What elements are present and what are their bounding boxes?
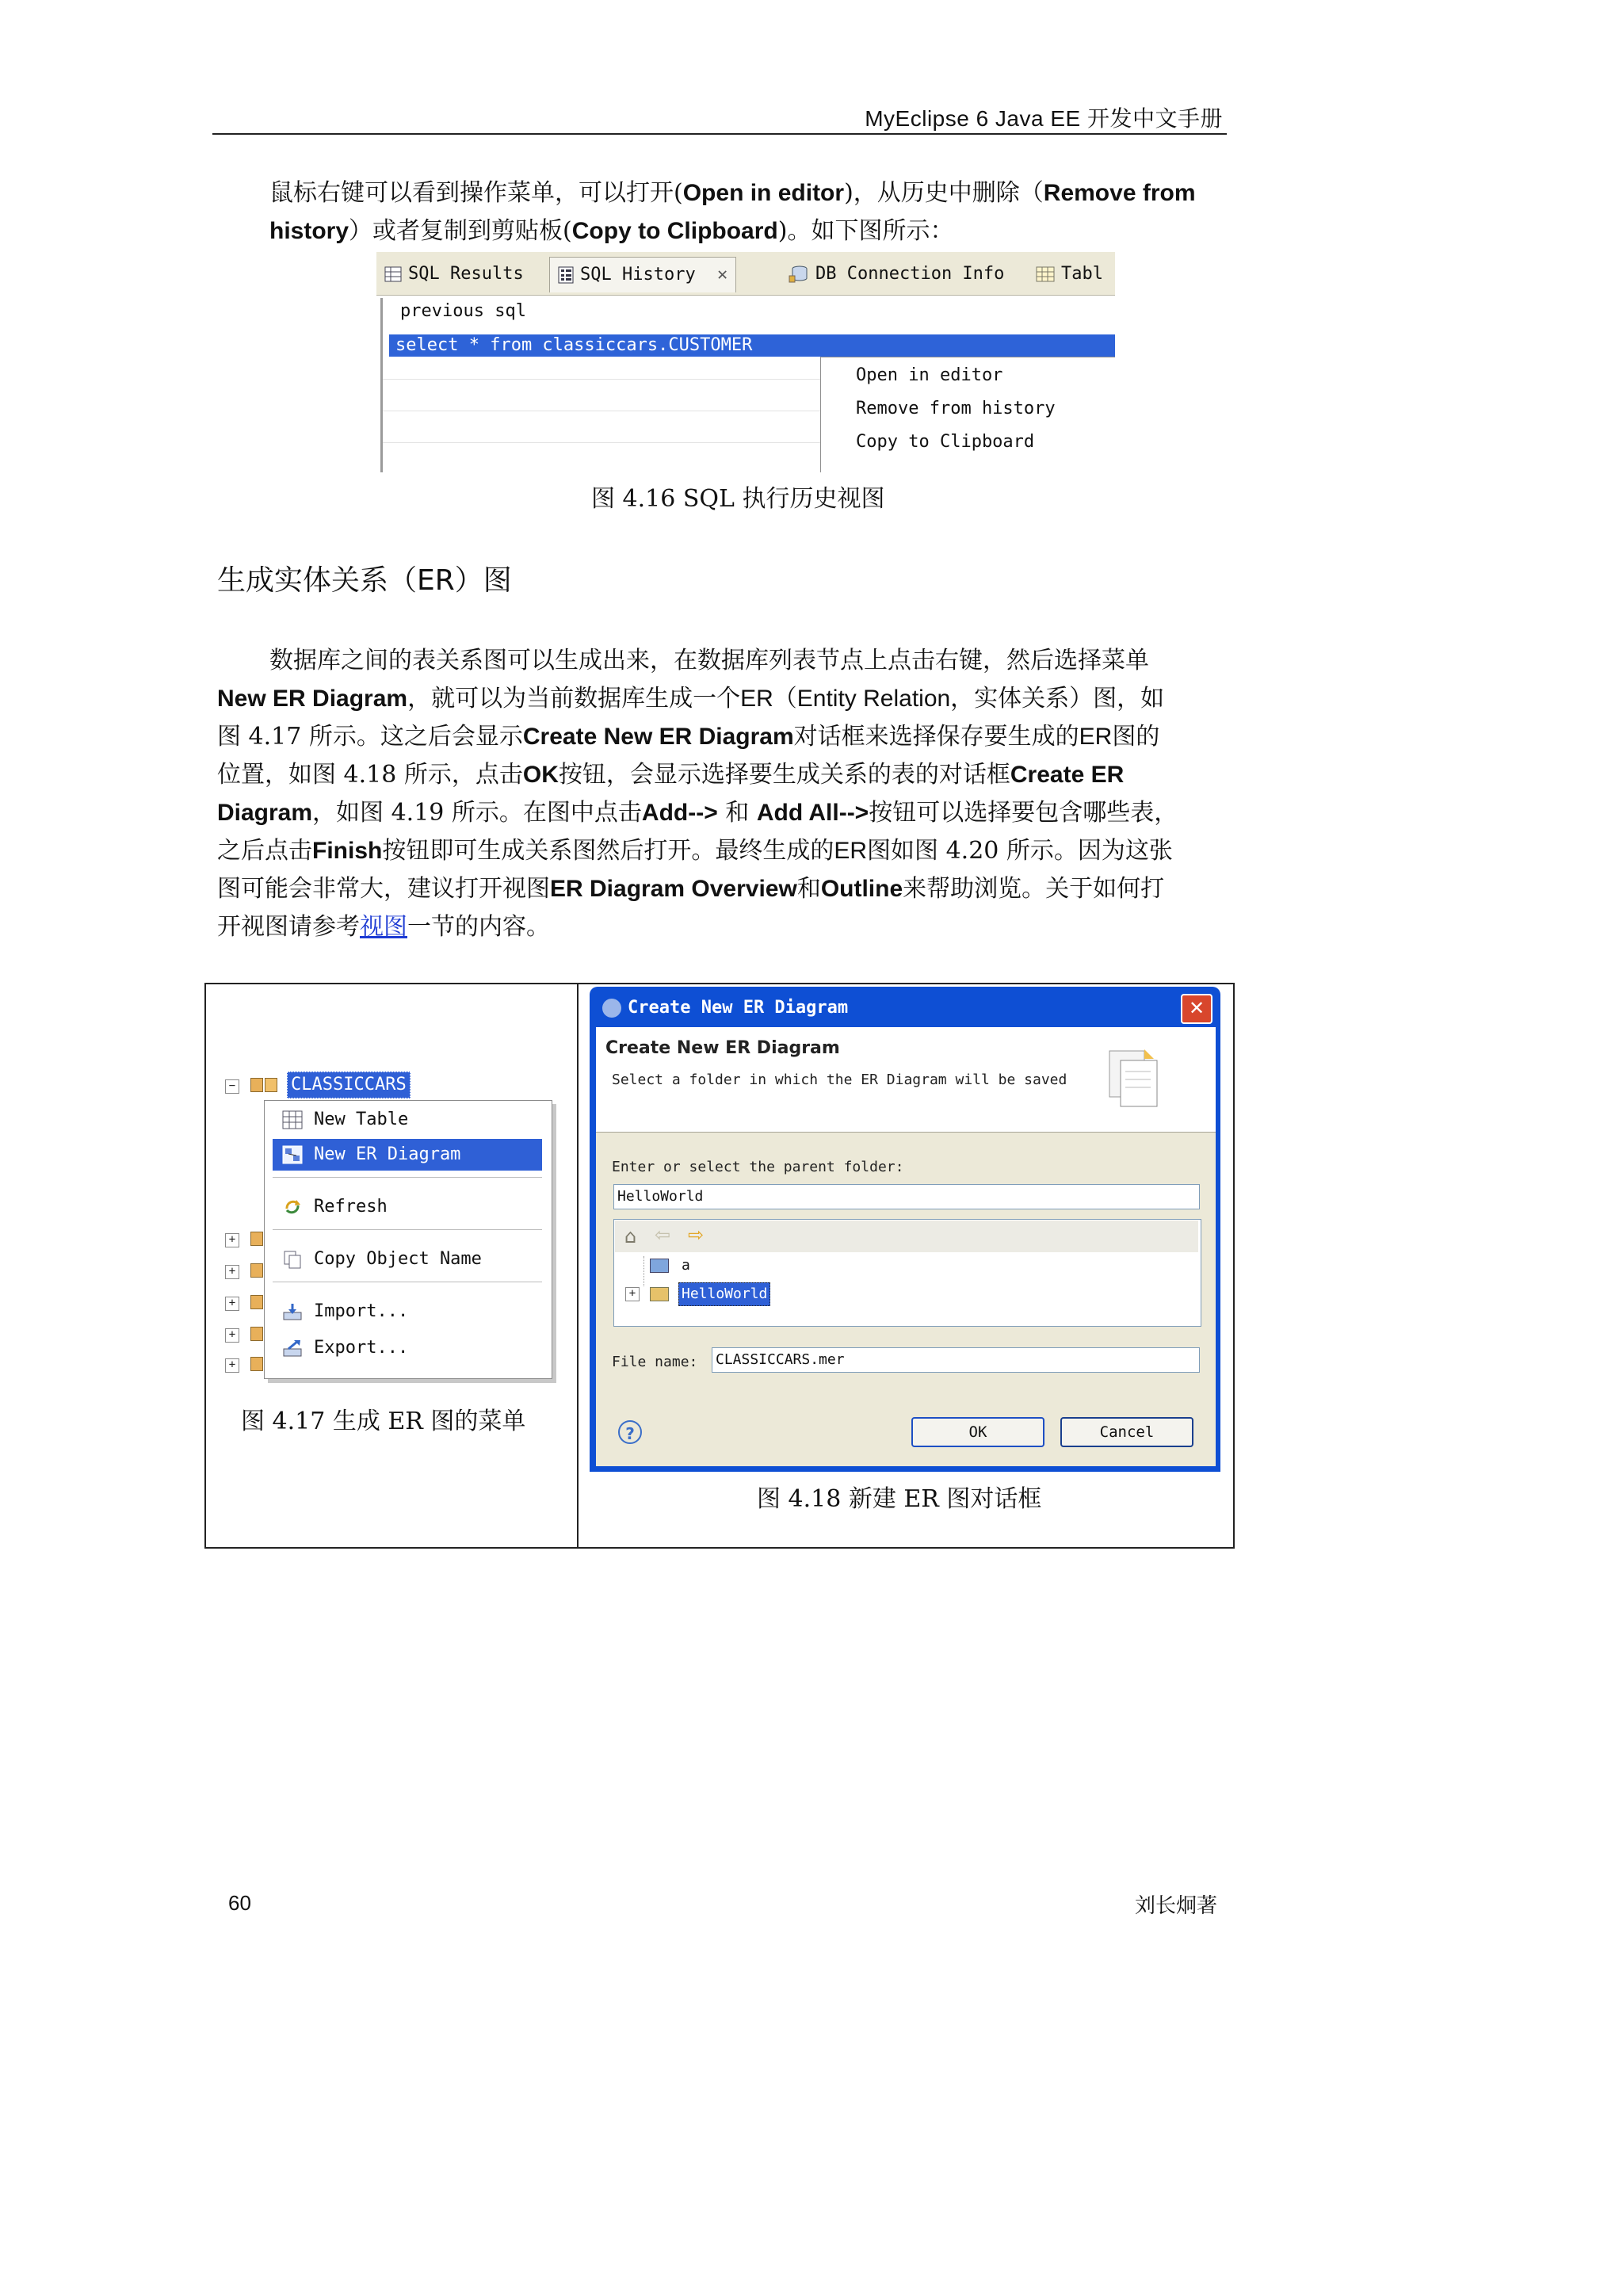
menu-separator: [273, 1177, 542, 1178]
previous-sql-label: previous sql: [400, 301, 526, 321]
menu-import[interactable]: [273, 1296, 542, 1328]
body-line: 来帮助浏览。关于如何打: [903, 875, 1165, 903]
help-icon[interactable]: ?: [618, 1420, 642, 1444]
tab-label: Tabl: [1061, 264, 1103, 284]
body-line: 图的: [1112, 723, 1160, 751]
forward-icon[interactable]: ⇨: [688, 1224, 705, 1246]
view-tab-strip: [376, 252, 1115, 296]
tab-table[interactable]: [1036, 257, 1103, 292]
history-context-menu: [820, 357, 1115, 472]
body-line: ，就可以为当前数据库生成一个: [407, 685, 741, 712]
tree-node-icon: [250, 1295, 263, 1309]
tree-node-icon: [250, 1357, 263, 1371]
er-diagram-icon: [282, 1145, 303, 1164]
menu-label: Refresh: [314, 1197, 388, 1217]
tab-sql-results[interactable]: [384, 257, 524, 292]
menu-label: Import...: [314, 1301, 409, 1321]
expand-icon[interactable]: +: [225, 1233, 239, 1247]
body-line: 图 4.17 所示。这之后会显示: [217, 723, 523, 751]
tree-item-helloworld[interactable]: HelloWorld: [678, 1282, 770, 1306]
body-bold: Add-->: [641, 800, 718, 826]
tab-label: DB Connection Info: [815, 264, 1005, 284]
figure-caption-417: 图 4.17 生成 ER 图的菜单: [241, 1408, 526, 1435]
file-name-label: File name:: [612, 1354, 698, 1370]
intro-history: history: [269, 218, 349, 244]
body-bold: Create New ER Diagram: [522, 724, 794, 750]
history-row-selected[interactable]: select * from classiccars.CUSTOMER: [389, 334, 1115, 357]
body-line: 和: [717, 799, 757, 827]
close-icon[interactable]: ✕: [716, 265, 728, 285]
body-line: 之后点击: [217, 837, 312, 865]
body-bold: Outline: [820, 876, 903, 902]
running-header: MyEclipse 6 Java EE 开发中文手册: [865, 106, 1223, 131]
page-number: 60: [228, 1891, 251, 1915]
refresh-icon: [282, 1198, 303, 1217]
expand-icon[interactable]: +: [225, 1358, 239, 1373]
expand-icon[interactable]: +: [625, 1287, 640, 1301]
author: 刘长炯著: [1135, 1894, 1218, 1918]
app-icon: [602, 999, 621, 1018]
schema-node-icon: [250, 1078, 263, 1092]
body-line: 图可能会非常大，建议打开视图: [217, 875, 550, 903]
section-heading: 生成实体关系（ER）图: [217, 564, 512, 597]
expand-icon[interactable]: +: [225, 1297, 239, 1311]
tree-node-icon: [250, 1263, 263, 1278]
body-line: ER（Entity Relation，实体关系）图，如: [740, 686, 1165, 712]
ok-button[interactable]: OK: [911, 1417, 1044, 1447]
body-bold: New ER Diagram: [217, 686, 408, 712]
dialog-titlebar: [599, 992, 1211, 1024]
menu-separator: [273, 1229, 542, 1230]
body-line: 按钮即可生成关系图然后打开。最终生成的: [382, 837, 834, 865]
body-line: 按钮可以选择要包含哪些表，: [869, 799, 1178, 827]
menu-label: New ER Diagram: [314, 1144, 461, 1164]
intro-text-4: )。如下图所示：: [777, 217, 954, 245]
tree-node-icon: [250, 1232, 263, 1246]
tree-item-a[interactable]: a: [682, 1257, 690, 1274]
menu-copy-to-clipboard[interactable]: Copy to Clipboard: [856, 432, 1035, 452]
body-line: 图如图 4.20 所示。因为这张: [867, 837, 1173, 865]
body-bold: Finish: [312, 838, 383, 864]
home-icon[interactable]: ⌂: [624, 1225, 637, 1247]
sql-history-figure: [376, 252, 1115, 472]
table-icon: [282, 1110, 303, 1129]
classiccars-node[interactable]: CLASSICCARS: [287, 1072, 411, 1098]
menu-label: New Table: [314, 1110, 409, 1129]
import-icon: [282, 1302, 303, 1321]
intro-remove-from: Remove from: [1043, 180, 1196, 206]
schema-node-icon: [265, 1078, 277, 1092]
header-rule: [212, 133, 1227, 135]
tree-node-icon: [250, 1327, 263, 1341]
menu-open-in-editor[interactable]: Open in editor: [856, 365, 1003, 385]
tab-sql-history[interactable]: [549, 257, 736, 292]
close-button[interactable]: ✕: [1181, 994, 1212, 1024]
body-line: ER: [834, 838, 868, 864]
menu-label: Copy Object Name: [314, 1249, 482, 1269]
cancel-button[interactable]: Cancel: [1060, 1417, 1193, 1447]
figure-table-divider: [577, 983, 579, 1549]
expand-icon[interactable]: +: [225, 1265, 239, 1279]
database-icon: [789, 265, 809, 284]
body-line: ，如图 4.19 所示。在图中点击: [312, 799, 642, 827]
intro-text-2: )，从历史中删除（: [844, 179, 1044, 207]
figure-caption-418: 图 4.18 新建 ER 图对话框: [757, 1485, 1042, 1513]
menu-copy-object-name[interactable]: [273, 1244, 542, 1275]
body-bold: OK: [522, 762, 559, 788]
intro-paragraph: [269, 174, 1228, 250]
folder-icon: [650, 1259, 669, 1273]
menu-new-table[interactable]: [273, 1104, 542, 1136]
dialog-description: Select a folder in which the ER Diagram will be saved: [612, 1072, 1067, 1088]
tab-db-connection-info[interactable]: [789, 257, 1004, 292]
intro-text-1: 鼠标右键可以看到操作菜单，可以打开(: [269, 179, 683, 207]
body-line: 位置，如图 4.18 所示，点击: [217, 761, 523, 789]
parent-folder-input[interactable]: HelloWorld: [613, 1184, 1200, 1209]
body-line: 开视图请参考: [217, 913, 360, 941]
body-bold: Diagram: [217, 800, 313, 826]
dialog-heading: Create New ER Diagram: [605, 1038, 840, 1058]
body-paragraph: [217, 642, 1228, 946]
menu-label: Export...: [314, 1338, 409, 1358]
parent-folder-label: Enter or select the parent folder:: [612, 1159, 904, 1175]
tab-label: SQL History: [580, 265, 696, 285]
table-icon: [384, 266, 402, 282]
folder-tree-toolbar: [615, 1221, 1198, 1252]
grid-table-icon: [1036, 266, 1055, 282]
body-bold: Add All-->: [756, 800, 869, 826]
body-line: 按钮，会显示选择要生成关系的表的对话框: [558, 761, 1010, 789]
body-line: 对话框来选择保存要生成的: [793, 723, 1079, 751]
view-link[interactable]: 视图: [360, 913, 407, 941]
copy-icon: [282, 1250, 303, 1269]
dialog-title: Create New ER Diagram: [628, 998, 849, 1018]
body-line: 一节的内容。: [407, 913, 550, 941]
menu-export[interactable]: [273, 1332, 542, 1364]
export-icon: [282, 1339, 303, 1358]
db-context-menu: [264, 1100, 552, 1379]
back-icon[interactable]: ⇦: [655, 1224, 671, 1246]
body-line: ER: [1079, 724, 1113, 750]
intro-open-in-editor: Open in editor: [682, 180, 845, 206]
project-icon: [650, 1287, 669, 1301]
intro-text-3: ）或者复制到剪贴板(: [349, 217, 572, 245]
file-name-input[interactable]: CLASSICCARS.mer: [712, 1347, 1200, 1373]
body-bold: Create ER: [1010, 762, 1125, 788]
figure-caption-416: 图 4.16 SQL 执行历史视图: [591, 485, 885, 513]
collapse-icon[interactable]: −: [225, 1079, 239, 1094]
body-bold: ER Diagram Overview: [550, 876, 797, 902]
wizard-document-icon: [1106, 1045, 1167, 1116]
menu-new-er-diagram[interactable]: [273, 1139, 542, 1171]
body-line: 和: [796, 875, 821, 903]
expand-icon[interactable]: +: [225, 1328, 239, 1343]
menu-remove-from-history[interactable]: Remove from history: [856, 399, 1056, 418]
menu-refresh[interactable]: [273, 1191, 542, 1223]
history-list-icon: [558, 266, 574, 284]
intro-copy-to-clipboard: Copy to Clipboard: [571, 218, 778, 244]
body-line: 数据库之间的表关系图可以生成出来，在数据库列表节点上点击右键，然后选择菜单: [269, 647, 1149, 674]
tab-label: SQL Results: [408, 264, 524, 284]
